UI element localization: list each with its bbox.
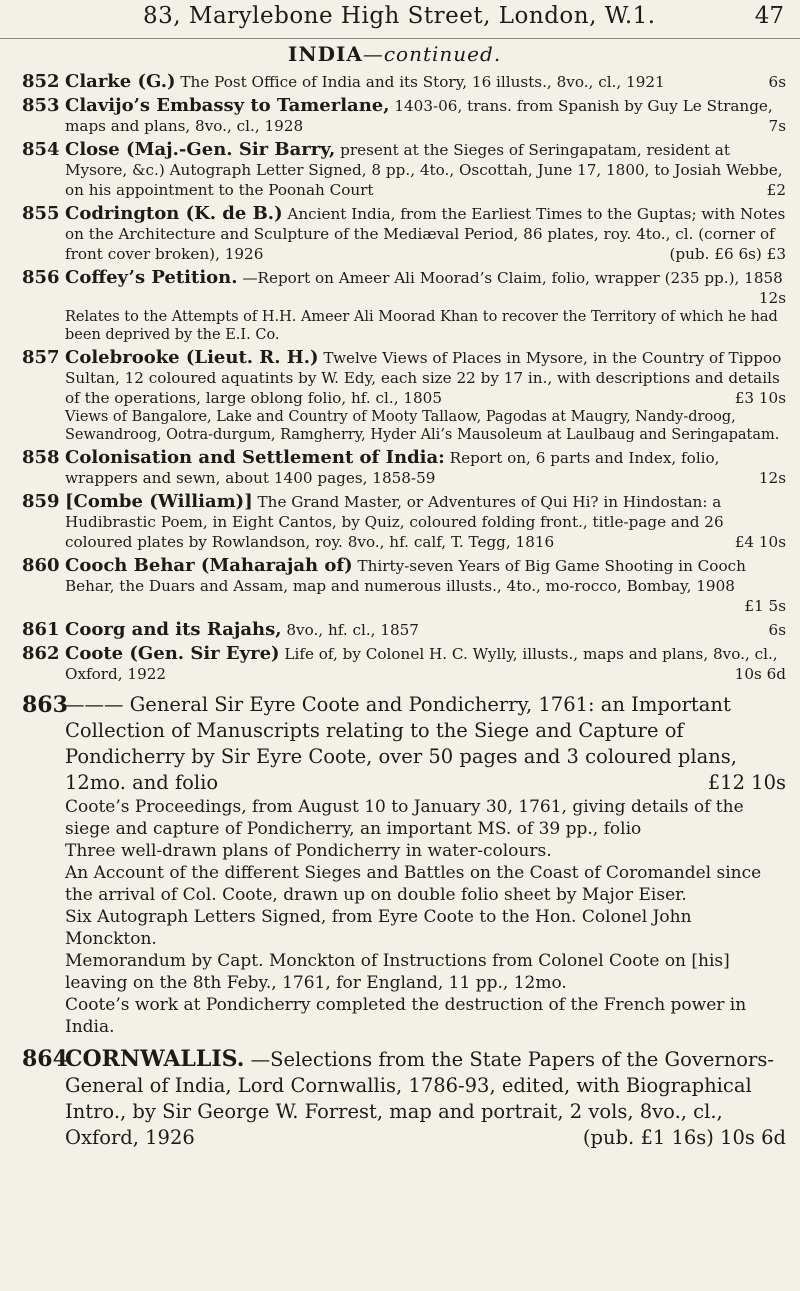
entry-857: [22, 348, 786, 408]
entry-number: 864: [22, 1046, 68, 1072]
entry-description: The Grand Master, or Adventures of Qui Hi? in Hindostan: a Hudibrastic Poem, in Eight Cantos, by Quiz, coloured folding front., title-page and 26 coloured plates by Rowlandson, roy. 8vo., hf. calf, T. Tegg, 1816: [65, 493, 724, 551]
entry-858: [22, 448, 786, 488]
section-title: [288, 42, 501, 66]
running-header: [0, 0, 800, 39]
entry-author: Codrington (K. de B.): [65, 203, 283, 224]
entry-859: [22, 492, 786, 552]
entry-price: £3 10s: [734, 389, 786, 407]
entry-854: [22, 140, 786, 200]
entry-price: £4 10s: [734, 533, 786, 551]
entry-author: Colonisation and Settlement of India:: [65, 447, 445, 468]
entry-description: Twelve Views of Places in Mysore, in the Country of Tippoo Sultan, 12 coloured aquatints by W. Edy, each size 22 by 17 in., with descriptions and details of the operations, large oblong folio, hf. cl., 1805: [65, 349, 782, 407]
entry-note: Relates to the Attempts of H.H. Ameer Ali Moorad Khan to recover the Territory of which he had been deprived by the E.I. Co.: [65, 309, 778, 343]
lot-item: Coote’s work at Pondicherry completed the destruction of the French power in India.: [65, 995, 747, 1037]
entry-price: 12s: [758, 289, 786, 307]
entry-author: Coffey’s Petition.: [65, 267, 238, 288]
lot-item: Coote’s Proceedings, from August 10 to January 30, 1761, giving details of the siege and capture of Pondicherry, an important MS. of 39 pp., folio: [65, 797, 744, 839]
entry-description: —Selections from the State Papers of the Governors-General of India, Lord Cornwallis, 1786-93, edited, with Biographical Intro., by Sir George W. Forrest, map and portrait, 2 vols, 8vo., cl., Oxford, 1926: [65, 1048, 774, 1149]
lot-item: An Account of the different Sieges and Battles on the Coast of Coromandel since the arrival of Col. Coote, drawn up on double folio sheet by Major Eiser.: [65, 863, 762, 905]
entry-860: [22, 556, 786, 616]
entry-855: [22, 204, 786, 264]
lot-item: Three well-drawn plans of Pondicherry in water-colours.: [65, 841, 552, 861]
entry-description: Report on, 6 parts and Index, folio, wrappers and sewn, about 1400 pages, 1858-59: [65, 449, 720, 487]
section-title-main: INDIA: [288, 42, 363, 66]
entry-price: £1 5s: [744, 597, 786, 615]
entry-861: [22, 620, 786, 640]
entry-description: Thirty-seven Years of Big Game Shooting in Cooch Behar, the Duars and Assam, map and numerous illusts., 4to., mo-rocco, Bombay, 1908: [65, 557, 746, 595]
entry-852: [22, 72, 786, 92]
entry-number: 863: [22, 692, 68, 718]
entry-description: 8vo., hf. cl., 1857: [286, 621, 419, 639]
entry-number: 860: [22, 555, 60, 576]
entry-author: Coote (Gen. Sir Eyre): [65, 643, 280, 664]
entry-price: 12s: [758, 469, 786, 487]
entry-price: (pub. £6 6s) £3: [669, 245, 786, 263]
entry-864: [22, 1046, 786, 1151]
entry-853: [22, 96, 786, 136]
entry-description: 1403-06, trans. from Spanish by Guy Le Strange, maps and plans, 8vo., cl., 1928: [65, 97, 773, 135]
lot-item: Six Autograph Letters Signed, from Eyre Coote to the Hon. Colonel John Monckton.: [65, 907, 692, 949]
entry-number: 855: [22, 203, 60, 224]
entry-number: 856: [22, 267, 60, 288]
entry-price: 6s: [768, 73, 786, 91]
section-title-continued: —continued.: [362, 42, 502, 66]
entry-author: Colebrooke (Lieut. R. H.): [65, 347, 319, 368]
entry-description: Ancient India, from the Earliest Times to the Guptas; with Notes on the Architecture and Sculpture of the Mediæval Period, 86 plates, roy. 4to., cl. (corner of front cover broken), 1926: [65, 205, 786, 263]
entry-price: £12 10s: [707, 771, 786, 794]
lot-item: Memorandum by Capt. Monckton of Instructions from Colonel Coote on [his] leaving on the 8th Feby., 1761, for England, 11 pp., 12mo.: [65, 951, 730, 993]
entry-description: —Report on Ameer Ali Moorad’s Claim, folio, wrapper (235 pp.), 1858: [242, 269, 783, 287]
entry-author: ———: [65, 693, 124, 716]
entry-description: The Post Office of India and its Story, 16 illusts., 8vo., cl., 1921: [180, 73, 665, 91]
entry-author: Close (Maj.-Gen. Sir Barry,: [65, 139, 336, 160]
entry-number: 859: [22, 491, 60, 512]
entry-863: [22, 692, 786, 796]
entry-number: 857: [22, 347, 60, 368]
entry-description: Life of, by Colonel H. C. Wylly, illusts., maps and plans, 8vo., cl., Oxford, 1922: [65, 645, 778, 683]
catalogue-entries: [22, 72, 786, 1151]
entry-price: 6s: [768, 621, 786, 639]
entry-author: [Combe (William)]: [65, 491, 253, 512]
entry-856: [22, 268, 786, 308]
entry-note: Views of Bangalore, Lake and Country of Mooty Tallaow, Pagodas at Maugry, Nandy-droog, Sewandroog, Ootra-durgum, Ramgherry, Hyder Ali’s Mausoleum at Laulbaug and Seringapatam.: [65, 409, 780, 443]
entry-description: General Sir Eyre Coote and Pondicherry, 1761: an Important Collection of Manuscripts relating to the Siege and Capture of Pondicherry by Sir Eyre Coote, over 50 pages and 3 coloured plans, 12mo. and folio: [65, 693, 738, 794]
entry-author: Coorg and its Rajahs,: [65, 619, 282, 640]
entry-price: 7s: [768, 117, 786, 135]
entry-number: 862: [22, 643, 60, 664]
entry-description: present at the Sieges of Seringapatam, resident at Mysore, &c.) Autograph Letter Signed, 8 pp., 4to., Oscottah, June 17, 1800, to Josiah Webbe, on his appointment to the Poonah Court: [65, 141, 783, 199]
entry-number: 853: [22, 95, 60, 116]
entry-author: CORNWALLIS.: [65, 1046, 245, 1072]
entry-author: Clarke (G.): [65, 71, 176, 92]
page-number: 47: [754, 3, 784, 29]
entry-author: Cooch Behar (Maharajah of): [65, 555, 353, 576]
header-address: 83, Marylebone High Street, London, W.1.: [143, 3, 656, 29]
entry-price: £2: [766, 181, 786, 199]
entry-price: 10s 6d: [734, 665, 786, 683]
entry-number: 854: [22, 139, 60, 160]
entry-number: 861: [22, 619, 60, 640]
entry-number: 852: [22, 71, 60, 92]
entry-862: [22, 644, 786, 684]
entry-number: 858: [22, 447, 60, 468]
entry-author: Clavijo’s Embassy to Tamerlane,: [65, 95, 390, 116]
entry-price: (pub. £1 16s) 10s 6d: [582, 1126, 786, 1149]
